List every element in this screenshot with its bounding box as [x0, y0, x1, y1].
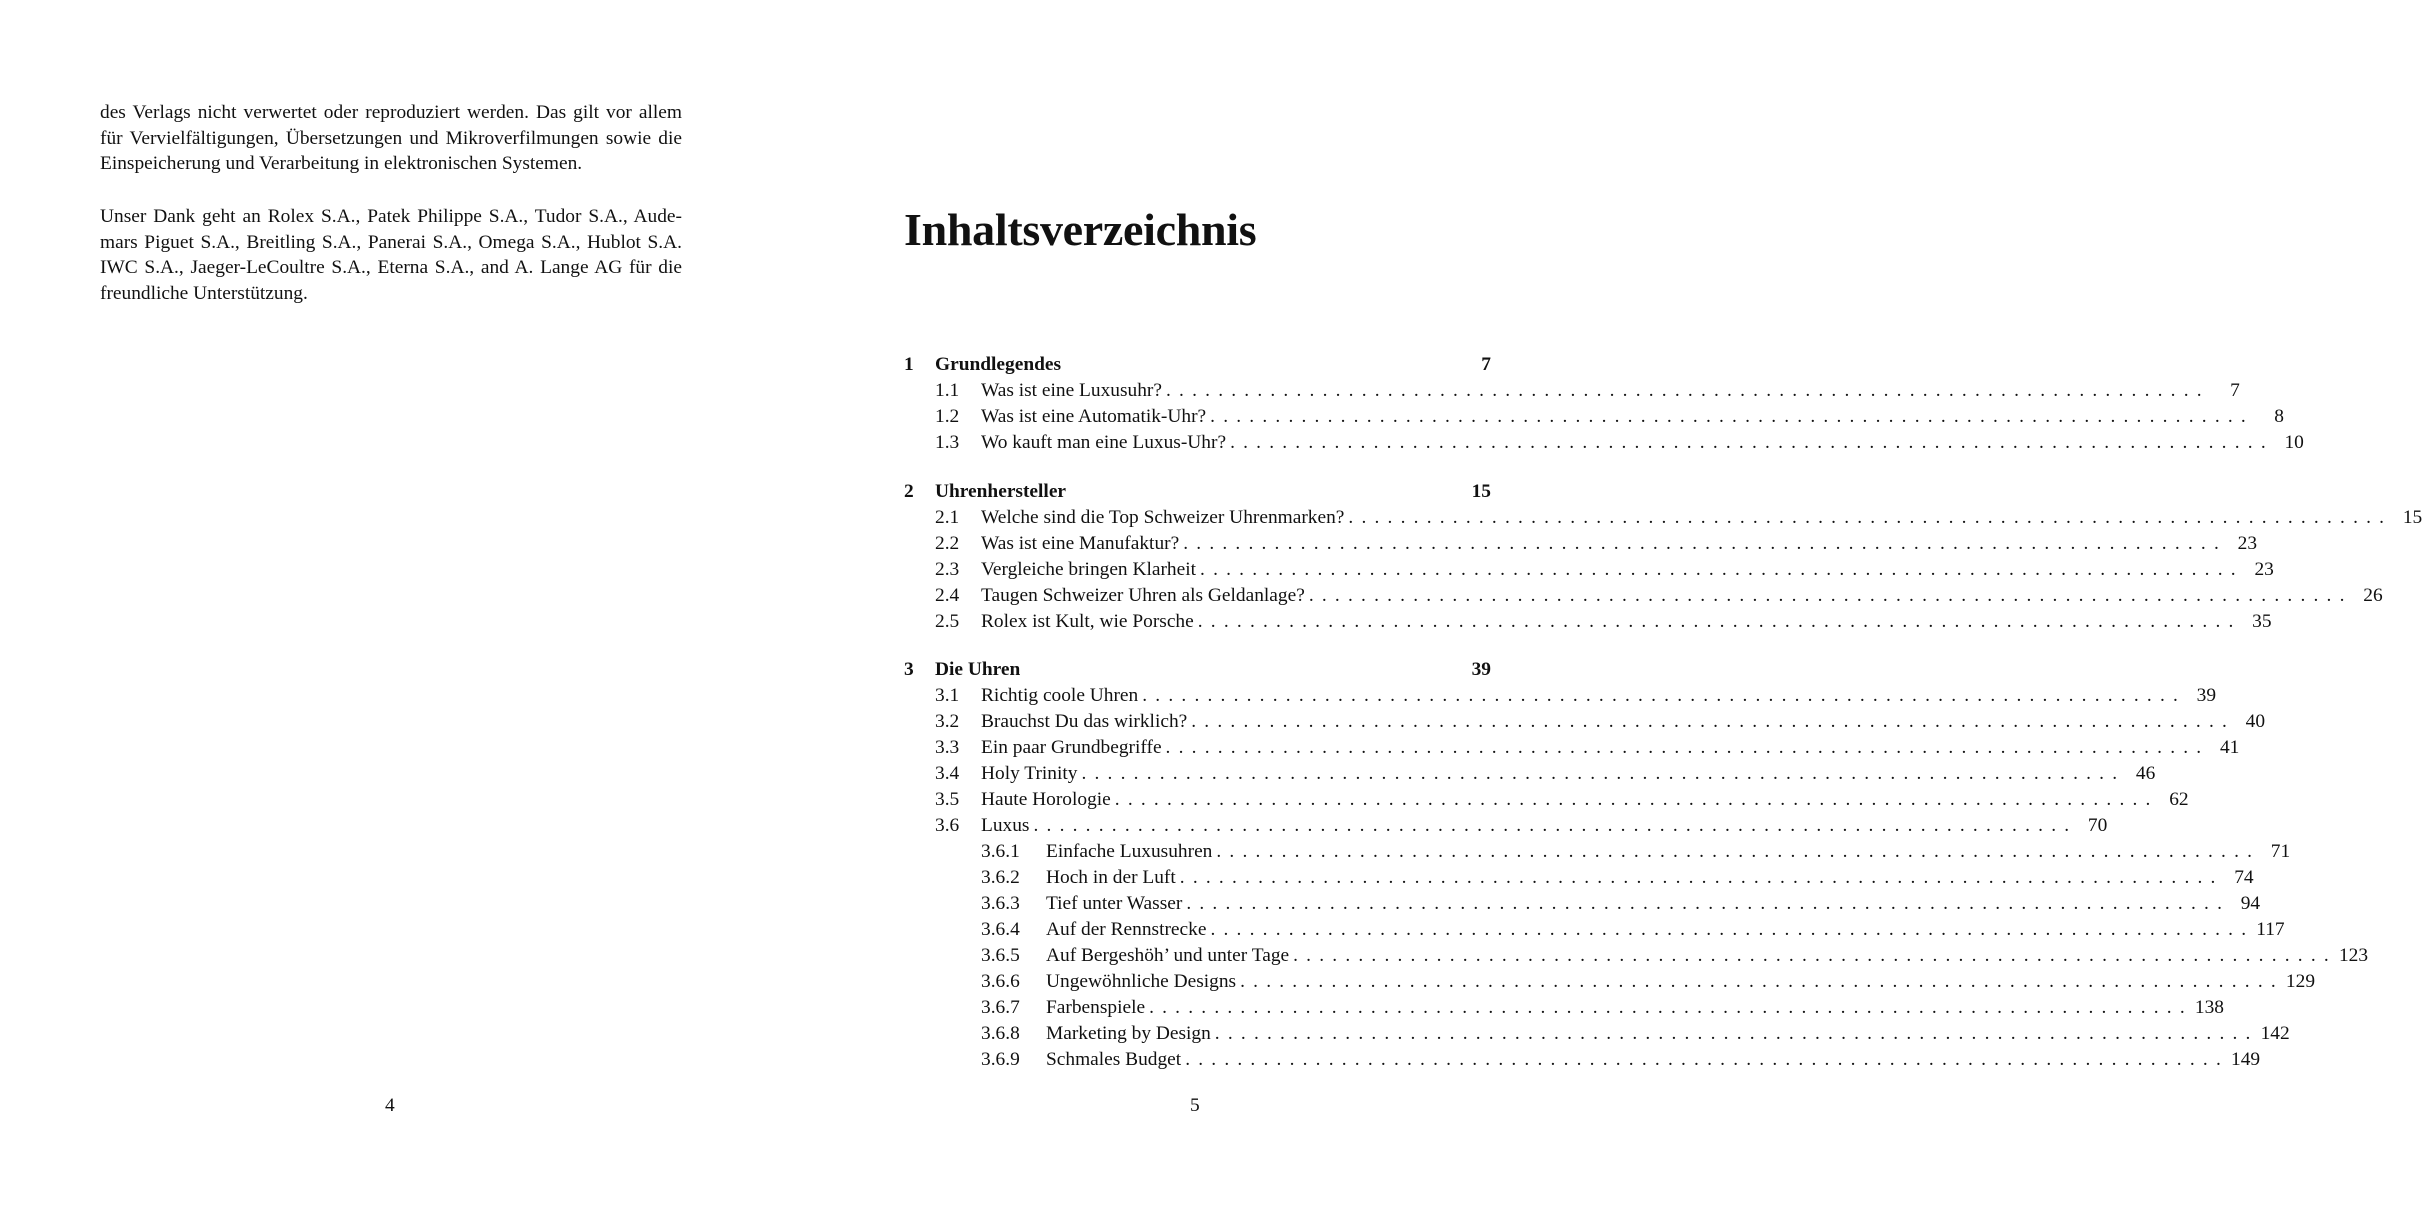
- toc-entry-page: 15: [1471, 480, 1491, 502]
- toc-entry-page: 7: [2230, 380, 2240, 401]
- page-number: 4: [385, 1095, 395, 1116]
- toc-section-entry[interactable]: [904, 378, 2240, 404]
- toc-entry-title: Einfache Luxusuhren: [1046, 839, 1216, 865]
- toc-section-entry[interactable]: [904, 787, 2189, 813]
- toc-entry-title: Auf Bergeshöh’ und unter Tage: [1046, 943, 1293, 969]
- toc-entry-title: Marketing by Design: [1046, 1021, 1215, 1047]
- toc-entry-line: [935, 479, 1491, 505]
- toc-entry-page: 94: [2240, 893, 2261, 914]
- toc-entry-number: 2.2: [935, 532, 960, 554]
- text-line: IWC S.A., Jaeger-LeCoultre S.A., Eterna S.A., and A. Lange AG für die: [100, 257, 682, 278]
- toc-entry-line: [981, 683, 2217, 709]
- toc-entry-title: Die Uhren: [935, 657, 1024, 683]
- dot-leader: ................................................................................: [1166, 380, 2210, 401]
- toc-entry-page: 41: [2219, 737, 2240, 758]
- toc-entry-page: 117: [2256, 919, 2285, 940]
- toc-entry-number: 1.2: [935, 406, 960, 427]
- right-page: [805, 0, 2422, 1207]
- toc-entry-title: Grundlegendes: [935, 352, 1065, 378]
- toc-entry-number: 1: [904, 354, 914, 375]
- left-page: [0, 0, 805, 1207]
- toc-entry-number: 2.4: [935, 584, 960, 606]
- toc-entry-page: 8: [2274, 406, 2284, 427]
- toc-entry-page: 74: [2234, 867, 2254, 888]
- toc-chapter-entry[interactable]: [904, 479, 1491, 505]
- text-line: für Vervielfältigungen, Übersetzungen und Mikroverfilmungen sowie die: [100, 127, 682, 149]
- toc-subsection-entry[interactable]: [904, 943, 2369, 969]
- toc-entry-number: 2.1: [935, 506, 960, 528]
- toc-section-entry[interactable]: [904, 813, 2108, 839]
- dot-leader: ................................................................................: [1186, 893, 2231, 914]
- toc-entry-line: [981, 709, 2266, 735]
- toc-entry-line: [1046, 995, 2224, 1021]
- text-line: mars Piguet S.A., Breitling S.A., Panerai S.A., Omega S.A., Hublot S.A.: [100, 231, 682, 253]
- toc-chapter-entry[interactable]: [904, 352, 1491, 378]
- toc-subsection-entry[interactable]: [904, 891, 2261, 917]
- dot-leader: ................................................................................: [1185, 1049, 2229, 1070]
- toc-entry-title: Rolex ist Kult, wie Porsche: [981, 609, 1198, 635]
- toc-entry-number: 2.5: [935, 610, 960, 632]
- text-line: Unser Dank geht an Rolex S.A., Patek Philippe S.A., Tudor S.A., Aude-: [100, 206, 682, 227]
- dot-leader: ................................................................................: [1230, 432, 2274, 453]
- toc-entry-line: [981, 557, 2274, 583]
- toc-entry-number: 3.6.5: [981, 945, 1020, 966]
- toc-entry-number: 3.2: [935, 711, 960, 732]
- toc-entry-number: 3.6.4: [981, 919, 1020, 940]
- toc-subsection-entry[interactable]: [904, 1047, 2261, 1073]
- toc-entry-number: 3.6.1: [981, 841, 1020, 862]
- toc-entry-title: Ungewöhnliche Designs: [1046, 969, 1240, 995]
- toc-entry-page: 39: [1471, 659, 1491, 680]
- toc-entry-page: 70: [2087, 815, 2108, 836]
- toc-entry-title: Luxus: [981, 813, 1033, 839]
- toc-entry-line: [935, 352, 1491, 378]
- dot-leader: ................................................................................: [1033, 815, 2078, 836]
- toc-entry-title: Ein paar Grundbegriffe: [981, 735, 1166, 761]
- toc-entry-title: Was ist eine Automatik-Uhr?: [981, 404, 1210, 430]
- toc-entry-page: 35: [2252, 610, 2272, 632]
- toc-subsection-entry[interactable]: [904, 969, 2316, 995]
- text-line: des Verlags nicht verwertet oder reproduziert werden. Das gilt vor allem: [100, 102, 682, 123]
- toc-section-entry[interactable]: [904, 505, 2422, 531]
- toc-entry-page: 46: [2135, 763, 2156, 784]
- toc-entry-line: [981, 505, 2422, 531]
- table-of-contents: [904, 352, 2422, 1073]
- dot-leader: ................................................................................: [1210, 919, 2255, 940]
- toc-entry-title: Hoch in der Luft: [1046, 865, 1180, 891]
- toc-entry-title: Was ist eine Manufaktur?: [981, 531, 1183, 557]
- toc-entry-title: Wo kauft man eine Luxus-Uhr?: [981, 430, 1230, 456]
- toc-entry-number: 3.5: [935, 789, 960, 810]
- toc-entry-line: [981, 735, 2240, 761]
- toc-section-entry[interactable]: [904, 557, 2274, 583]
- toc-entry-line: [981, 404, 2284, 430]
- toc-entry-page: 10: [2284, 432, 2304, 453]
- page-number: 5: [1190, 1095, 1200, 1116]
- toc-entry-page: 142: [2260, 1023, 2290, 1044]
- toc-entry-page: 23: [2237, 532, 2258, 554]
- toc-entry-line: [1046, 865, 2254, 891]
- dot-leader: ................................................................................: [1114, 789, 2159, 810]
- toc-entry-number: 3.6.9: [981, 1049, 1020, 1070]
- acknowledgement-paragraph: [100, 204, 682, 306]
- toc-entry-number: 3: [904, 659, 914, 680]
- toc-entry-line: [1046, 1021, 2290, 1047]
- toc-entry-line: [981, 761, 2156, 787]
- toc-section-entry[interactable]: [904, 531, 2258, 557]
- dot-leader: ................................................................................: [1240, 971, 2284, 992]
- toc-entry-title: Taugen Schweizer Uhren als Geldanlage?: [981, 583, 1309, 609]
- toc-entry-number: 3.4: [935, 763, 960, 784]
- toc-entry-title: Haute Horologie: [981, 787, 1115, 813]
- dot-leader: ................................................................................: [1216, 841, 2261, 862]
- page-title: Inhaltsverzeichnis: [904, 204, 1257, 255]
- toc-entry-page: 149: [2231, 1049, 2261, 1070]
- toc-section-entry[interactable]: [904, 683, 2217, 709]
- dot-leader: ................................................................................: [1081, 763, 2126, 784]
- toc-entry-title: Was ist eine Luxusuhr?: [981, 378, 1166, 404]
- toc-entry-number: 2.3: [935, 558, 960, 580]
- toc-subsection-entry[interactable]: [904, 839, 2291, 865]
- toc-section-entry[interactable]: [904, 709, 2266, 735]
- toc-subsection-entry[interactable]: [904, 917, 2285, 943]
- dot-leader: ................................................................................: [1191, 711, 2236, 732]
- toc-section-entry[interactable]: [904, 761, 2156, 787]
- toc-entry-title: Farbenspiele: [1046, 995, 1149, 1021]
- dot-leader: ................................................................................: [1165, 737, 2210, 758]
- toc-entry-number: 3.3: [935, 737, 960, 758]
- toc-entry-line: [1046, 1047, 2261, 1073]
- toc-entry-line: [1046, 943, 2369, 969]
- toc-entry-page: 138: [2194, 997, 2224, 1018]
- dot-leader: ................................................................................: [1210, 406, 2254, 427]
- toc-subsection-entry[interactable]: [904, 865, 2254, 891]
- toc-subsection-entry[interactable]: [904, 1021, 2290, 1047]
- dot-leader: ................................................................................: [1142, 685, 2187, 706]
- toc-entry-page: 7: [1481, 354, 1491, 375]
- toc-section-entry[interactable]: [904, 404, 2284, 430]
- toc-section-entry[interactable]: [904, 735, 2240, 761]
- toc-section-entry[interactable]: [904, 430, 2304, 456]
- toc-entry-line: [935, 657, 1491, 683]
- toc-entry-number: 3.6.6: [981, 971, 1020, 992]
- dot-leader: ................................................................................: [1200, 558, 2244, 580]
- toc-entry-number: 3.6.8: [981, 1023, 1020, 1044]
- dot-leader: ................................................................................: [1183, 532, 2228, 554]
- toc-entry-page: 62: [2169, 789, 2189, 810]
- toc-entry-title: Schmales Budget: [1046, 1047, 1185, 1073]
- toc-entry-line: [981, 531, 2258, 557]
- toc-entry-number: 3.6: [935, 815, 960, 836]
- toc-entry-page: 129: [2285, 971, 2316, 992]
- text-line: freundliche Unterstützung.: [100, 282, 308, 304]
- toc-chapter-entry[interactable]: [904, 657, 1491, 683]
- toc-entry-line: [981, 787, 2189, 813]
- toc-entry-line: [1046, 891, 2261, 917]
- toc-entry-page: 123: [2338, 945, 2369, 966]
- dot-leader: ................................................................................: [1293, 945, 2337, 966]
- toc-entry-line: [1046, 839, 2291, 865]
- dot-leader: ................................................................................: [1308, 584, 2353, 606]
- toc-entry-title: Tief unter Wasser: [1046, 891, 1186, 917]
- toc-entry-title: Welche sind die Top Schweizer Uhrenmarken?: [981, 505, 1348, 531]
- toc-entry-title: Uhrenhersteller: [935, 479, 1070, 505]
- toc-section-entry[interactable]: [904, 583, 2383, 609]
- toc-entry-number: 3.6.7: [981, 997, 1020, 1018]
- toc-entry-page: 15: [2402, 506, 2422, 528]
- toc-entry-page: 26: [2363, 584, 2383, 606]
- toc-section-entry[interactable]: [904, 609, 2272, 635]
- text-line: Einspeicherung und Verarbeitung in elektronischen Systemen.: [100, 153, 583, 174]
- toc-entry-number: 3.6.3: [981, 893, 1020, 914]
- toc-entry-line: [1046, 969, 2316, 995]
- toc-subsection-entry[interactable]: [904, 995, 2224, 1021]
- toc-entry-line: [981, 583, 2383, 609]
- toc-entry-title: Richtig coole Uhren: [981, 683, 1142, 709]
- dot-leader: ................................................................................: [1149, 997, 2193, 1018]
- toc-entry-page: 23: [2254, 558, 2274, 580]
- toc-entry-title: Vergleiche bringen Klarheit: [981, 557, 1200, 583]
- toc-entry-line: [981, 378, 2240, 404]
- toc-entry-line: [1046, 917, 2285, 943]
- dot-leader: ................................................................................: [1179, 867, 2224, 888]
- toc-entry-number: 3.6.2: [981, 867, 1020, 888]
- toc-entry-line: [981, 609, 2272, 635]
- toc-entry-number: 3.1: [935, 685, 960, 706]
- copyright-paragraph: [100, 100, 682, 177]
- toc-entry-title: Holy Trinity: [981, 761, 1081, 787]
- toc-entry-title: Auf der Rennstrecke: [1046, 917, 1210, 943]
- dot-leader: ................................................................................: [1348, 506, 2393, 528]
- dot-leader: ................................................................................: [1214, 1023, 2259, 1044]
- toc-entry-page: 71: [2270, 841, 2291, 862]
- toc-entry-page: 40: [2245, 711, 2266, 732]
- toc-entry-number: 1.1: [935, 380, 960, 401]
- dot-leader: ................................................................................: [1197, 610, 2242, 632]
- toc-entry-line: [981, 813, 2108, 839]
- toc-entry-number: 2: [904, 480, 914, 502]
- toc-entry-title: Brauchst Du das wirklich?: [981, 709, 1191, 735]
- toc-entry-line: [981, 430, 2304, 456]
- toc-entry-page: 39: [2196, 685, 2217, 706]
- toc-entry-number: 1.3: [935, 432, 960, 453]
